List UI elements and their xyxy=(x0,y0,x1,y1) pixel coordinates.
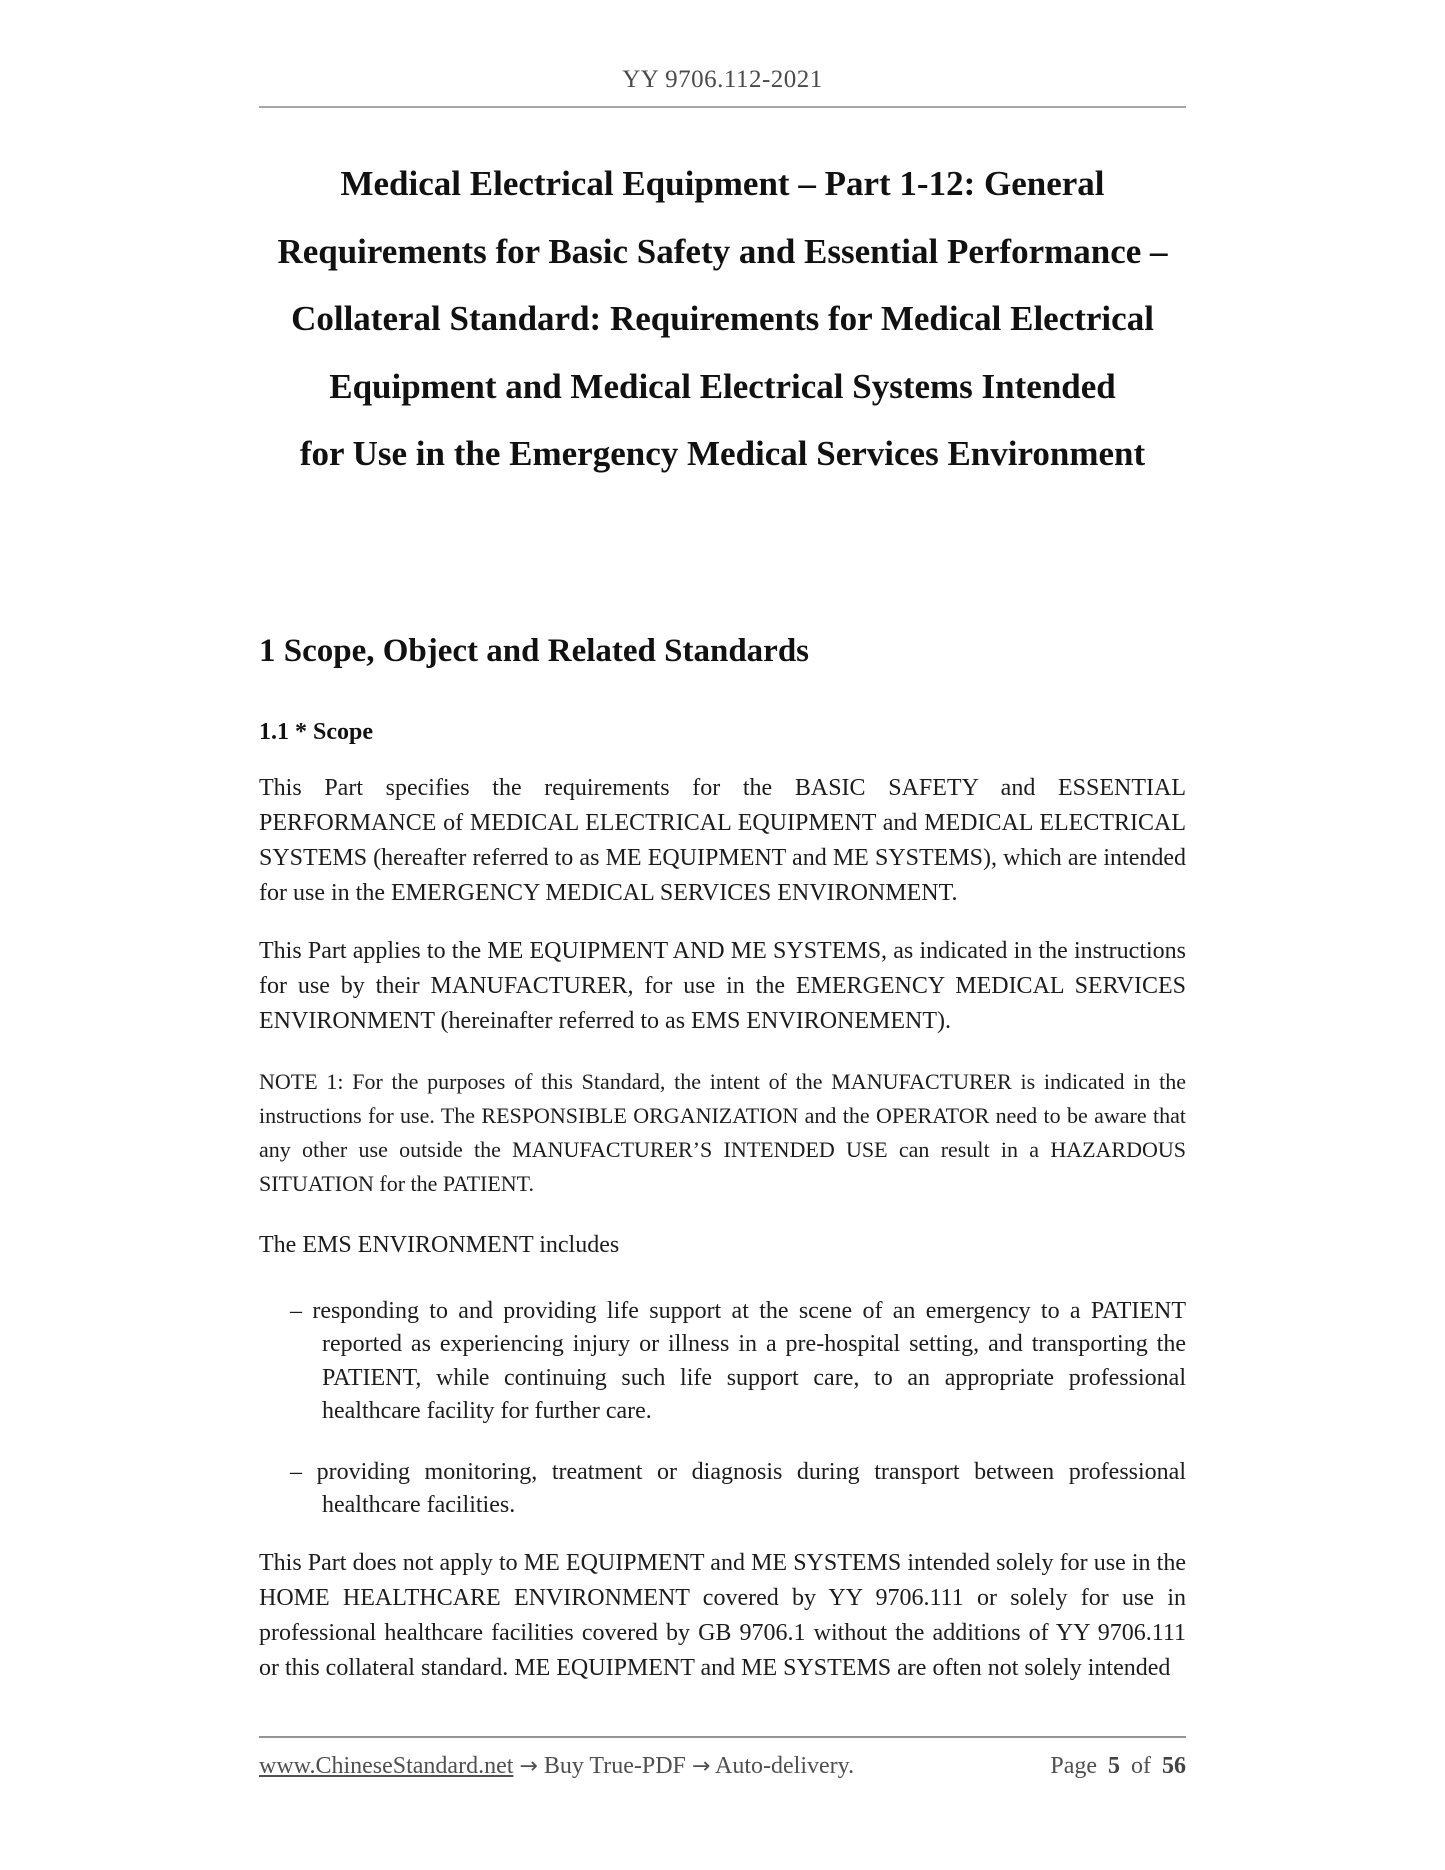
of-label: of xyxy=(1131,1753,1151,1779)
list-item: – responding to and providing life support at the scene of an emergency to a PATIENT reported as experiencing injury or illness in a pre-hospital setting, and transporting the PATIENT, while continuing such life support care, to an appropriate professional healthcare facility for further care. xyxy=(290,1297,1186,1424)
paragraph-scope-3: This Part does not apply to ME EQUIPMENT and ME SYSTEMS intended solely for use in the HOME HEALTHCARE ENVIRONMENT covered by YY 9706.111 or solely for use in professional healthcare facilities covered by GB 9706.1 without the additions of YY 9706.111 or this collateral standard. ME EQUIPMENT and ME SYSTEMS are often not solely intended xyxy=(259,1549,1186,1681)
doc-title xyxy=(259,150,1186,488)
page-indicator xyxy=(1050,1751,1186,1781)
note-paragraph: NOTE 1: For the purposes of this Standard, the intent of the MANUFACTURER is indicated in the instructions for use. The RESPONSIBLE ORGANIZATION and the OPERATOR need to be aware that any other use outside the MANUFACTURER’S INTENDED USE can result in a HAZARDOUS SITUATION for the PATIENT. xyxy=(259,1068,1186,1196)
doc-title-line: for Use in the Emergency Medical Services Environment xyxy=(299,434,1146,473)
ems-includes-intro: The EMS ENVIRONMENT includes xyxy=(259,1231,620,1258)
ems-environment-list xyxy=(259,1295,1186,1523)
arrow-right-icon: → xyxy=(519,1754,538,1779)
footer-row xyxy=(259,1751,1186,1782)
doc-title-line: Collateral Standard: Requirements for Medical Electrical xyxy=(291,299,1154,338)
paragraph-scope-1: This Part specifies the requirements for the BASIC SAFETY and ESSENTIAL PERFORMANCE of MEDICAL ELECTRICAL EQUIPMENT and MEDICAL ELECTRICAL SYSTEMS (hereafter referred to as ME EQUIPMENT and ME SYSTEMS), which are intended for use in the EMERGENCY MEDICAL SERVICES ENVIRONMENT. xyxy=(259,774,1186,906)
doc-title-line: Requirements for Basic Safety and Essential Performance – xyxy=(277,231,1168,271)
section-heading: 1 Scope, Object and Related Standards xyxy=(259,632,810,669)
list-item: – providing monitoring, treatment or diagnosis during transport between professional healthcare facilities. xyxy=(290,1458,1186,1518)
subsection-heading: 1.1 * Scope xyxy=(259,718,373,745)
doc-title-line: Equipment and Medical Electrical Systems Intended xyxy=(329,366,1116,406)
footer-delivery-text: Auto-delivery. xyxy=(715,1753,855,1779)
paragraph-scope-2: This Part applies to the ME EQUIPMENT AND ME SYSTEMS, as indicated in the instructions for use by their MANUFACTURER, for use in the EMERGENCY MEDICAL SERVICES ENVIRONMENT (hereinafter referred to as EMS ENVIRONEMENT). xyxy=(259,937,1186,1034)
footer-buy-text: Buy True-PDF xyxy=(543,1753,686,1779)
page-label: Page xyxy=(1050,1753,1097,1779)
page-content xyxy=(259,106,1186,1686)
running-header-doc-number: YY 9706.112-2021 xyxy=(622,66,823,93)
arrow-right-icon: → xyxy=(691,1754,711,1779)
footer-info xyxy=(259,1751,854,1782)
header-divider xyxy=(259,106,1186,108)
doc-title-line: Medical Electrical Equipment – Part 1-12: General xyxy=(340,164,1105,203)
footer-divider xyxy=(259,1736,1186,1738)
page-total: 56 xyxy=(1162,1753,1186,1779)
footer-website-link[interactable]: www.ChineseStandard.net xyxy=(259,1753,514,1779)
page-footer xyxy=(259,1728,1186,1782)
page-number: 5 xyxy=(1108,1753,1120,1779)
